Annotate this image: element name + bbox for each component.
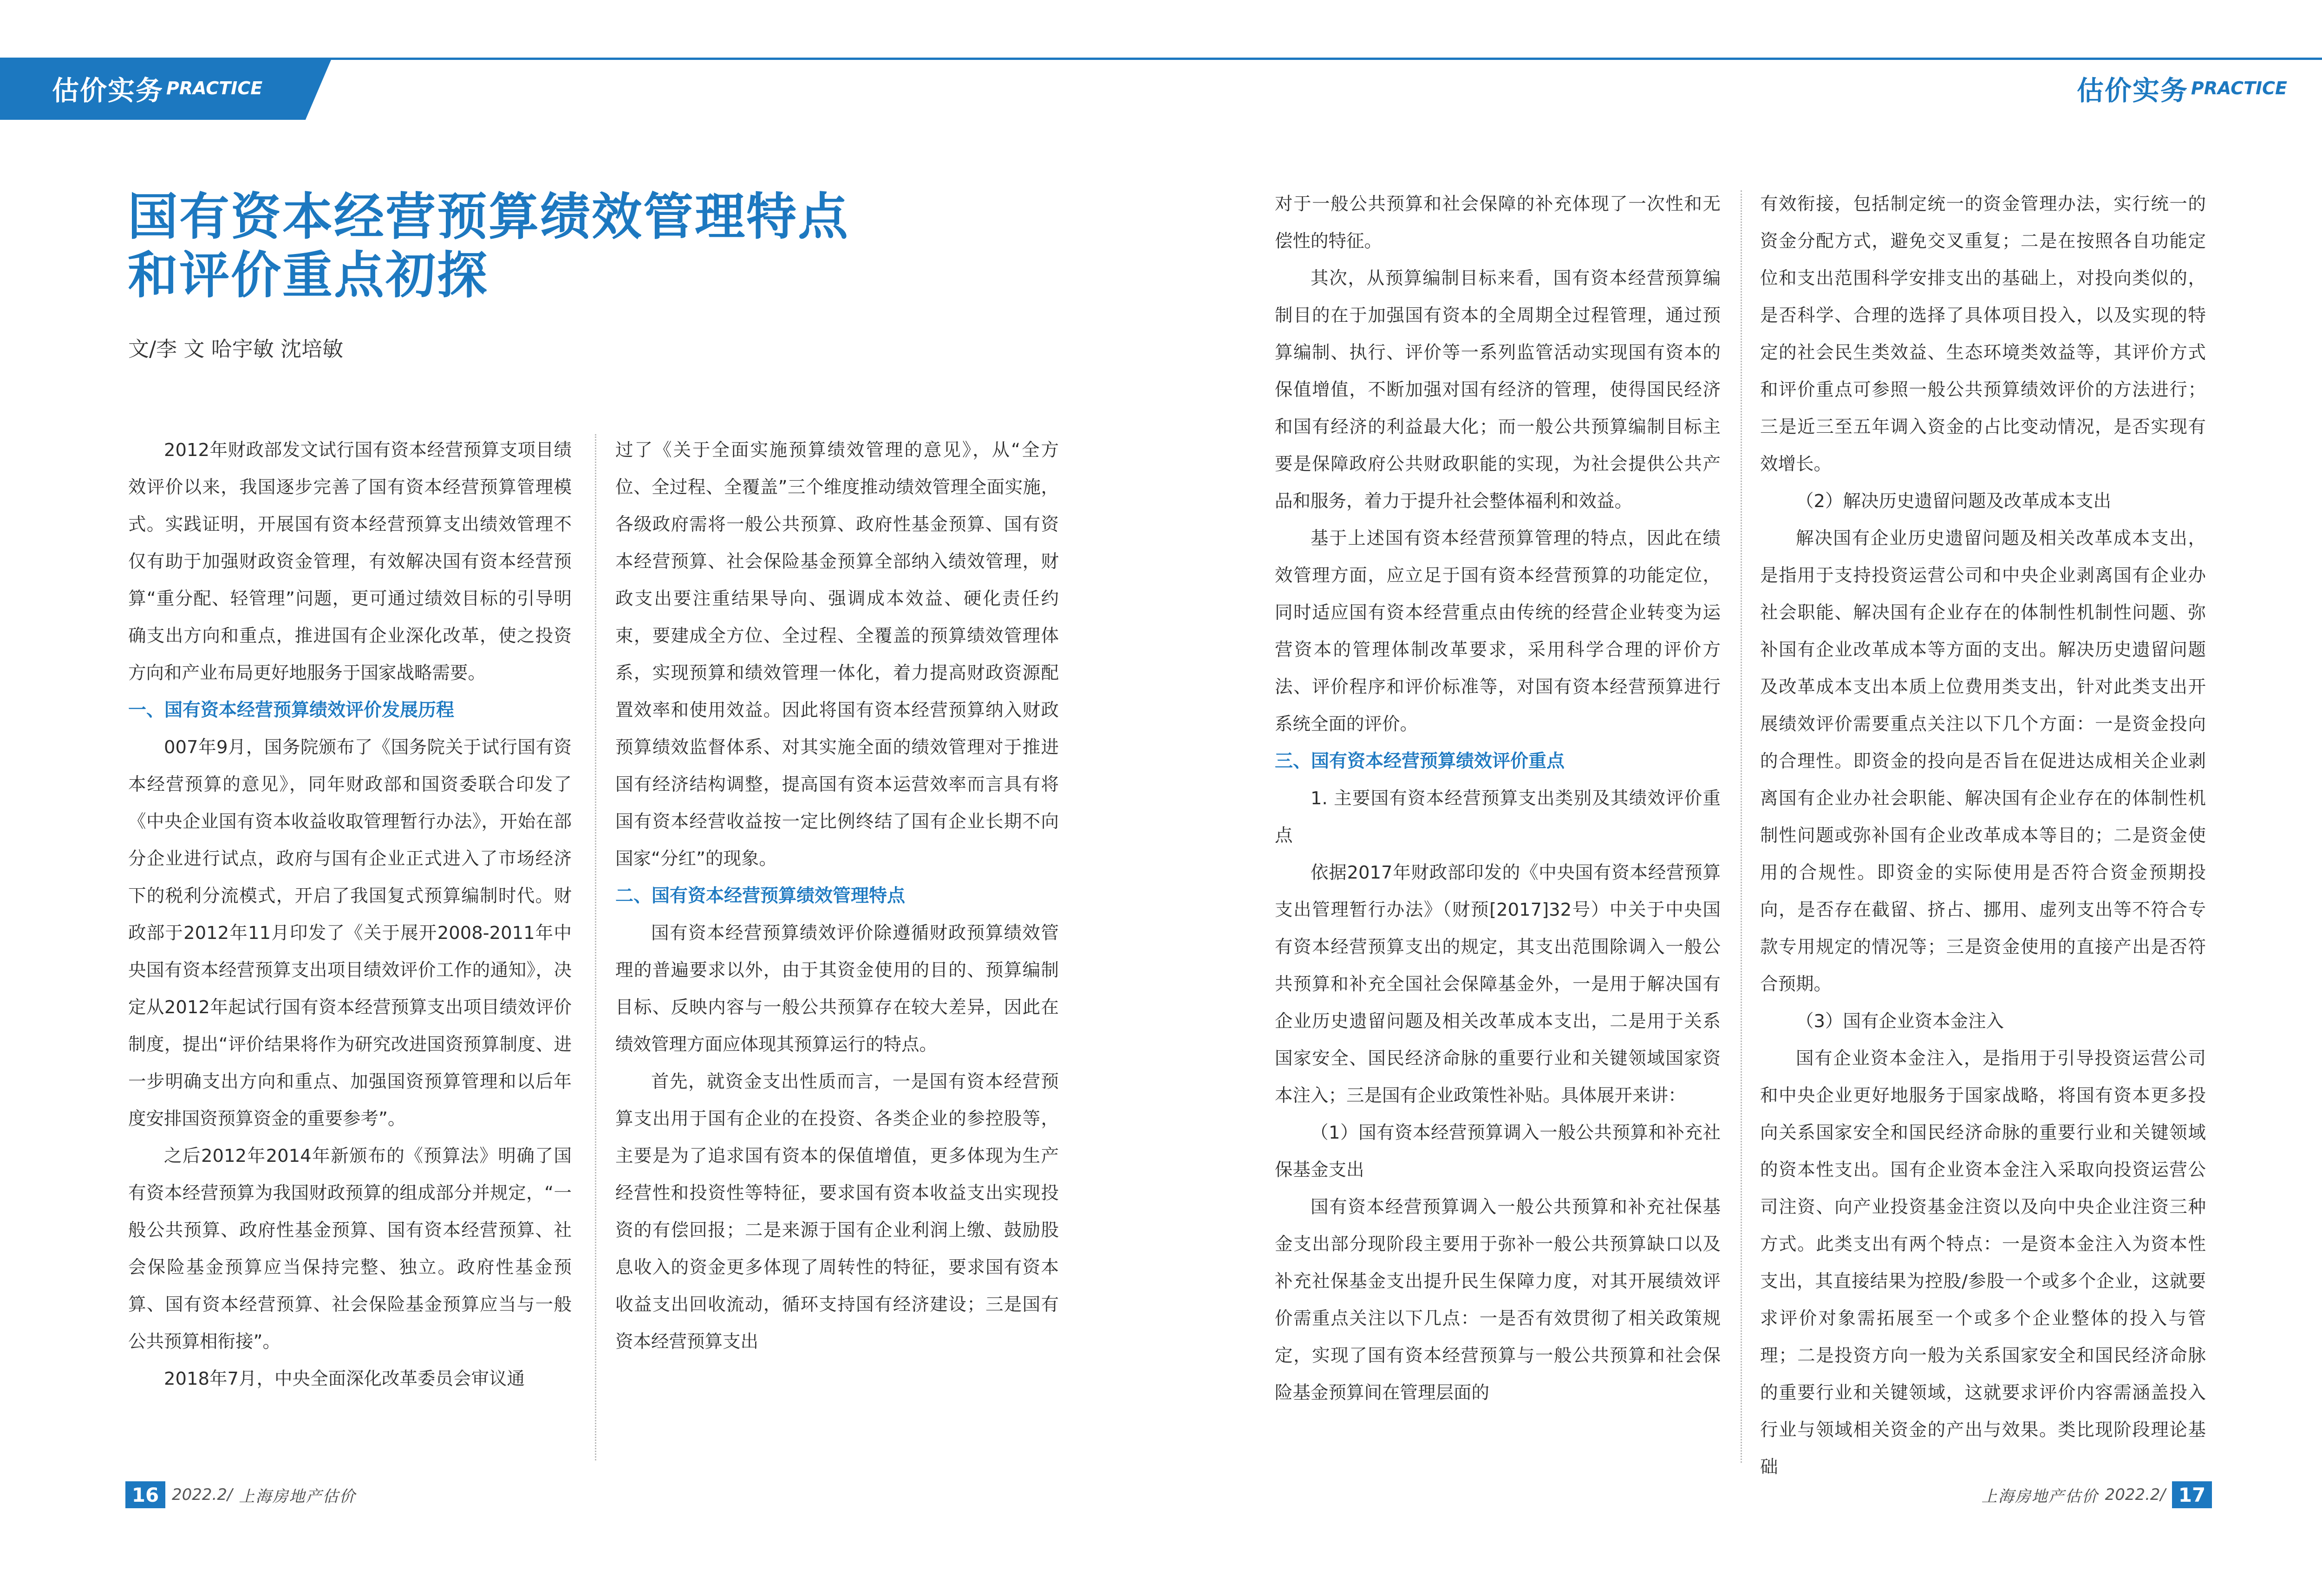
paragraph: 之后2012年2014年新颁布的《预算法》明确了国有资本经营预算为我国财政预算的组成部分并规定，“一般公共预算、政府性基金预算、国有资本经营预算、社会保险基金预算应当保持完整、独立。政府性基金预算、国有资本经营预算、社会保险基金预算应当与一般公共预算相衔接”。 [128, 1146, 572, 1352]
paragraph: 有效衔接，包括制定统一的资金管理办法，实行统一的资金分配方式，避免交叉重复；二是在按照各自功能定位和支出范围科学安排支出的基础上，对投向类似的，是否科学、合理的选择了具体项目投入，以及实现的特定的社会民生类效益、生态环境类效益等，其评价方式和评价重点可参照一般公共预算绩效评价的方法进行；三是近三至五年调入资金的占比变动情况，是否实现有效增长。 [1760, 194, 2206, 475]
column-divider [595, 434, 596, 1460]
paragraph: 007年9月，国务院颁布了《国务院关于试行国有资本经营预算的意见》，同年财政部和国资委联合印发了《中央企业国有资本收益收取管理暂行办法》，开始在部分企业进行试点，政府与国有企业正式进入了市场经济下的税利分流模式，开启了我国复式预算编制时代。财政部于2012年11月印发了《关于展开2008-2011年中央国有资本经营预算支出项目绩效评价工作的通知》，决定从2012年起试行国有资本经营预算支出项目绩效评价制度，提出“评价结果将作为研究改进国资预算制度、进一步明确支出方向和重点、加强国资预算管理和以后年度安排国资预算资金的重要参考”。 [128, 737, 572, 1129]
magazine-logo: 上海房地产估价 [1981, 1487, 2099, 1506]
subheading: （1）国有资本经营预算调入一般公共预算和补充社保基金支出 [1275, 1122, 1721, 1180]
byline: 文/李 文 哈宇敏 沈培敏 [128, 337, 344, 361]
paragraph: 2012年财政部发文试行国有资本经营预算支项目绩效评价以来，我国逐步完善了国有资本经营预算管理模式。实践证明，开展国有资本经营预算支出绩效管理不仅有助于加强财政资金管理，有效解决国有资本经营预算“重分配、轻管理”问题，更可通过绩效目标的引导明确支出方向和重点，推进国有企业深化改革，使之投资方向和产业布局更好地服务于国家战略需要。 [128, 440, 572, 684]
magazine-logo: 上海房地产估价 [239, 1487, 356, 1506]
issue-label: 2022.2/ [2105, 1485, 2165, 1504]
column-1 [128, 432, 572, 1398]
header-rule [0, 58, 2322, 60]
section-heading: 一、国有资本经营预算绩效评价发展历程 [128, 700, 455, 721]
footer-right [1982, 1480, 2212, 1509]
paragraph: 基于上述国有资本经营预算管理的特点，因此在绩效管理方面，应立足于国有资本经营预算的功能定位，同时适应国有资本经营重点由传统的经营企业转变为运营资本的管理体制改革要求，采用科学合理的评价方法、评价程序和评价标准等，对国有资本经营预算进行系统全面的评价。 [1275, 528, 1721, 735]
column-3 [1275, 186, 1721, 1412]
footer-left [125, 1480, 356, 1509]
subheading: （2）解决历史遗留问题及改革成本支出 [1796, 491, 2111, 512]
paragraph: 对于一般公共预算和社会保障的补充体现了一次性和无偿性的特征。 [1275, 194, 1721, 252]
paragraph: 国有资本经营预算调入一般公共预算和补充社保基金支出部分现阶段主要用于弥补一般公共预算缺口以及补充社保基金支出提升民生保障力度，对其开展绩效评价需重点关注以下几点：一是否有效贯彻了相关政策规定，实现了国有资本经营预算与一般公共预算和社会保险基金预算间在管理层面的 [1275, 1197, 1721, 1403]
page-number: 17 [2172, 1481, 2212, 1508]
column-4 [1760, 186, 2206, 1486]
paragraph: 国有企业资本金注入，是指用于引导投资运营公司和中央企业更好地服务于国家战略，将国有资本更多投向关系国家安全和国民经济命脉的重要行业和关键领域的资本性支出。国有企业资本金注入采取向投资运营公司注资、向产业投资基金注资以及向中央企业注资三种方式。此类支出有两个特点：一是资本金注入为资本性支出，其直接结果为控股/参股一个或多个企业，这就要求评价对象需拓展至一个或多个企业整体的投入与管理；二是投资方向一般为关系国家安全和国民经济命脉的重要行业和关键领域，这就要求评价内容需涵盖投入行业与领域相关资金的产出与效果。类比现阶段理论基础 [1760, 1048, 2206, 1478]
paragraph: 国有资本经营预算绩效评价除遵循财政预算绩效管理的普遍要求以外，由于其资金使用的目的、预算编制目标、反映内容与一般公共预算存在较大差异，因此在绩效管理方面应体现其预算运行的特点。 [615, 923, 1059, 1055]
article-title [128, 188, 849, 305]
paragraph: 首先，就资金支出性质而言，一是国有资本经营预算支出用于国有企业的在投资、各类企业的参控股等，主要是为了追求国有资本的保值增值，更多体现为生产经营性和投资性等特征，要求国有资本收益支出实现投资的有偿回报；二是来源于国有企业利润上缴、鼓励股息收入的资金更多体现了周转性的特征，要求国有资本收益支出回收流动，循环支持国有经济建设；三是国有资本经营预算支出 [615, 1071, 1059, 1352]
section-label-left [52, 65, 262, 111]
paragraph: 解决国有企业历史遗留问题及相关改革成本支出，是指用于支持投资运营公司和中央企业剥离国有企业办社会职能、解决国有企业存在的体制性机制性问题、弥补国有企业改革成本等方面的支出。解决历史遗留问题及改革成本支出本质上位费用类支出，针对此类支出开展绩效评价需要重点关注以下几个方面：一是资金投向的合理性。即资金的投向是否旨在促进达成相关企业剥离国有企业办社会职能、解决国有企业存在的体制性机制性问题或弥补国有企业改革成本等目的；二是资金使用的合规性。即资金的实际使用是否符合资金预期投向，是否存在截留、挤占、挪用、虚列支出等不符合专款专用规定的情况等；三是资金使用的直接产出是否符合预期。 [1760, 528, 2206, 995]
subheading: 1. 主要国有资本经营预算支出类别及其绩效评价重点 [1275, 788, 1721, 846]
article-title-line1: 国有资本经营预算绩效管理特点 [128, 188, 850, 246]
column-2 [615, 432, 1059, 1361]
section-name-en: PRACTICE [166, 78, 263, 98]
paragraph: 2018年7月，中央全面深化改革委员会审议通 [164, 1368, 525, 1389]
paragraph: 依据2017年财政部印发的《中央国有资本经营预算支出管理暂行办法》（财预[2017]32号）中关于中央国有资本经营预算支出的规定，其支出范围除调入一般公共预算和补充全国社会保障基金外，一是用于解决国有企业历史遗留问题及相关改革成本支出，二是用于关系国家安全、国民经济命脉的重要行业和关键领域国家资本注入；三是国有企业政策性补贴。具体展开来讲： [1275, 862, 1721, 1106]
paragraph: 其次，从预算编制目标来看，国有资本经营预算编制目的在于加强国有资本的全周期全过程管理，通过预算编制、执行、评价等一系列监管活动实现国有资本的保值增值，不断加强对国有经济的管理，使得国民经济和国有经济的利益最大化；而一般公共预算编制目标主要是保障政府公共财政职能的实现，为社会提供公共产品和服务，着力于提升社会整体福利和效益。 [1275, 268, 1721, 512]
section-name-cn: 估价实务 [52, 75, 164, 106]
section-heading: 三、国有资本经营预算绩效评价重点 [1275, 751, 1565, 772]
section-label-right [2077, 65, 2287, 111]
subheading: （3）国有企业资本金注入 [1796, 1011, 2004, 1032]
section-name-en: PRACTICE [2191, 78, 2287, 98]
page-number: 16 [125, 1481, 165, 1508]
column-divider [1741, 190, 1742, 1463]
section-heading: 二、国有资本经营预算绩效管理特点 [615, 886, 906, 906]
paragraph: 过了《关于全面实施预算绩效管理的意见》，从“全方位、全过程、全覆盖”三个维度推动绩效管理全面实施，各级政府需将一般公共预算、政府性基金预算、国有资本经营预算、社会保险基金预算全部纳入绩效管理，财政支出要注重结果导向、强调成本效益、硬化责任约束，要建成全方位、全过程、全覆盖的预算绩效管理体系，实现预算和绩效管理一体化，着力提高财政资源配置效率和使用效益。因此将国有资本经营预算纳入财政预算绩效监督体系、对其实施全面的绩效管理对于推进国有经济结构调整，提高国有资本运营效率而言具有将国有资本经营收益按一定比例终结了国有企业长期不向国家“分红”的现象。 [615, 440, 1059, 869]
article-title-line2: 和评价重点初探 [128, 247, 489, 305]
section-name-cn: 估价实务 [2076, 75, 2188, 106]
issue-label: 2022.2/ [172, 1485, 233, 1504]
